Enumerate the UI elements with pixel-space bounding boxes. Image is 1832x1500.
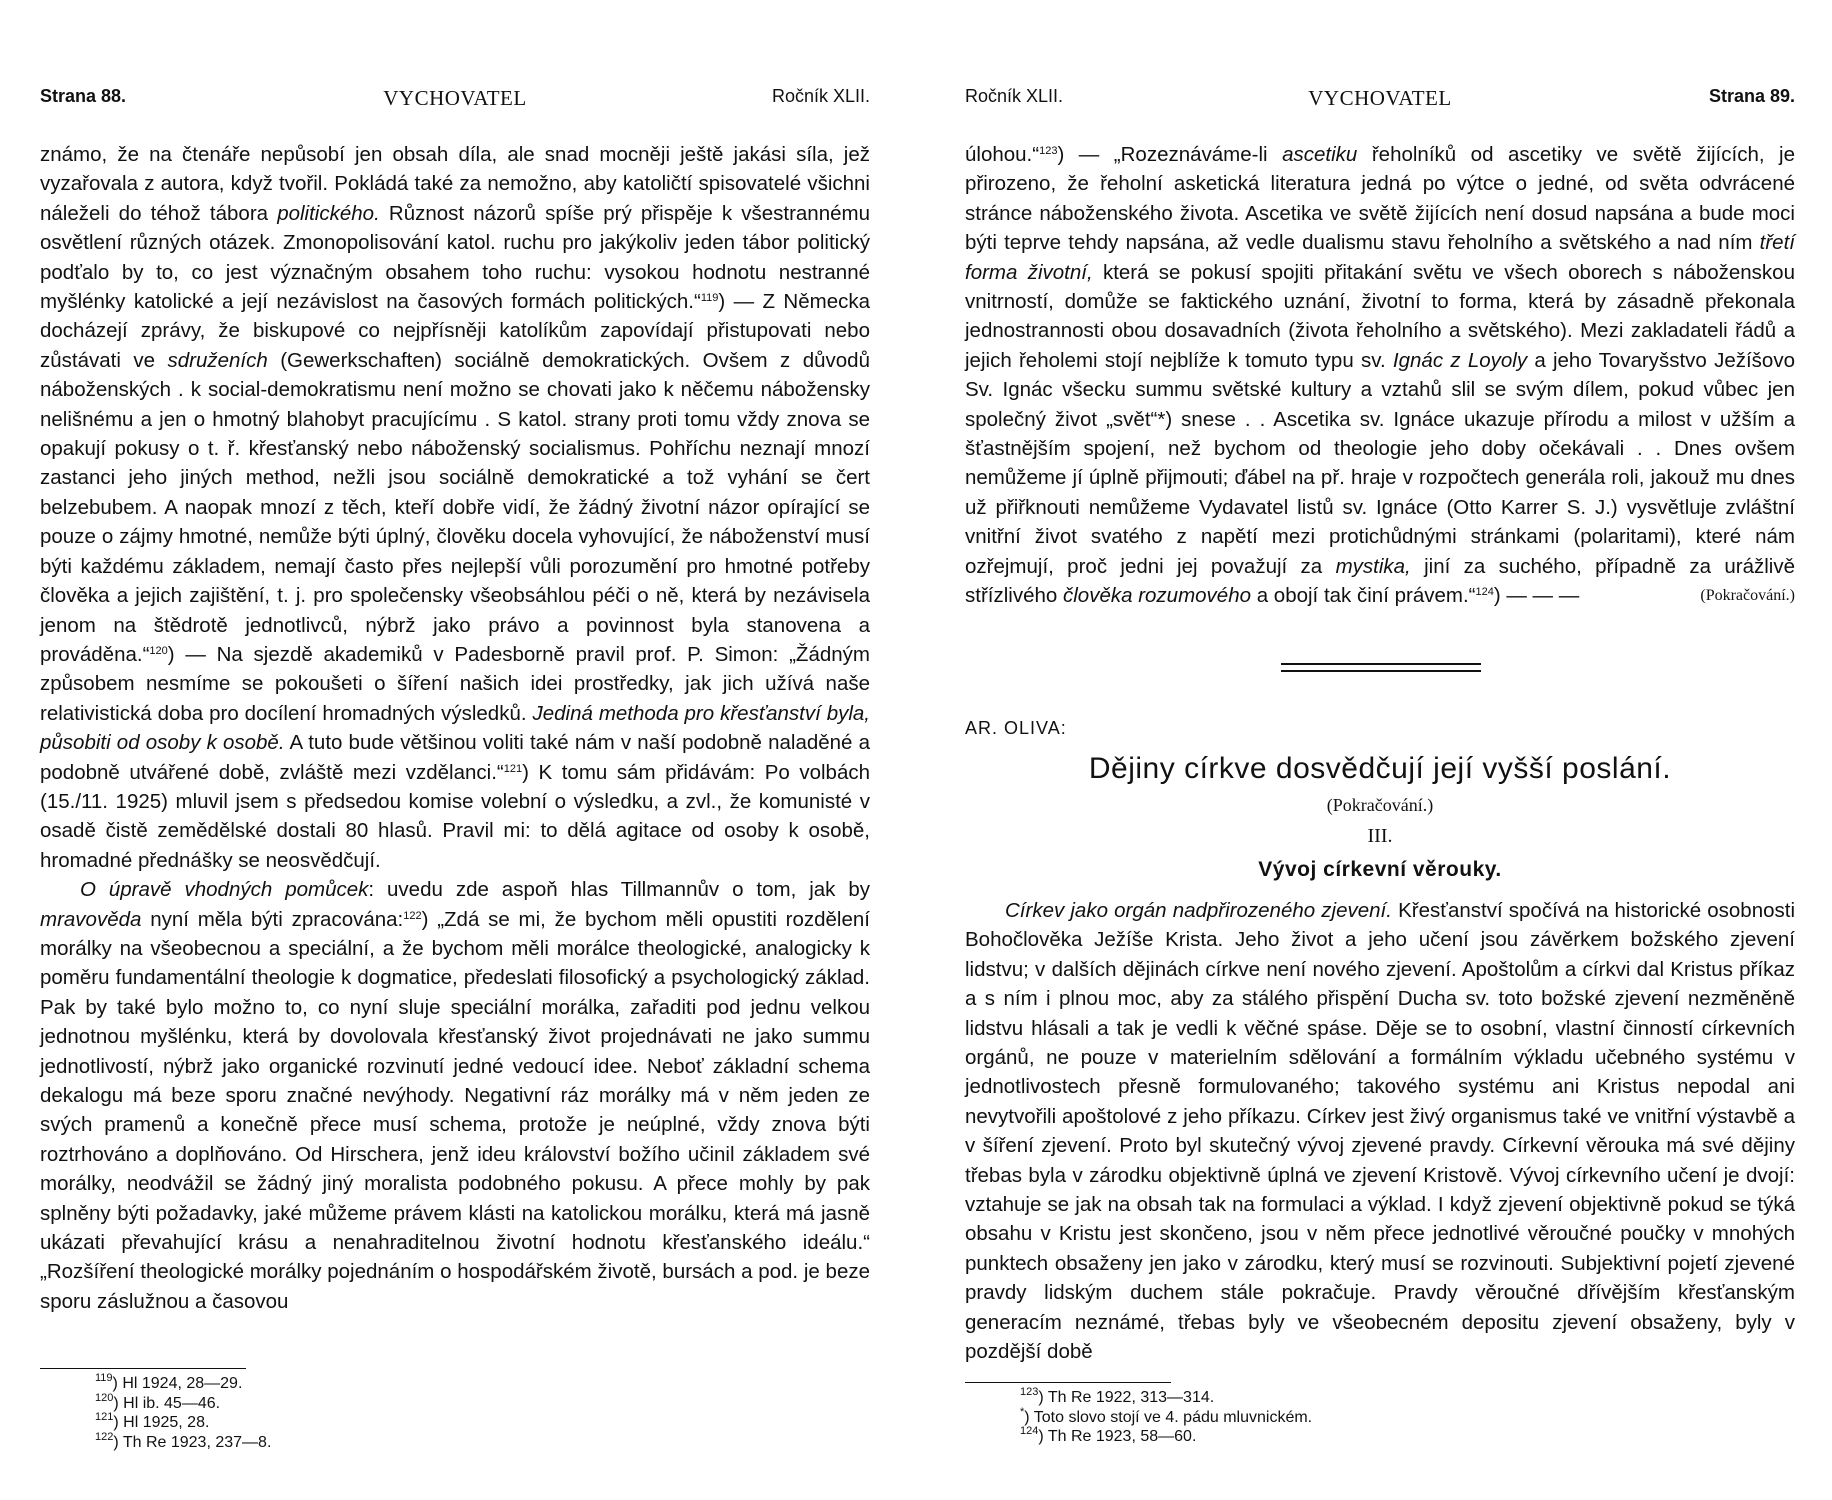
volume-label: Ročník XLII. [965, 86, 1064, 106]
footnote: $^{121}$) Hl 1925, 28. [95, 1411, 210, 1431]
left-page [40, 0, 870, 1500]
section-number: III. [1367, 825, 1393, 847]
footnote: $^{123}$) Th Re 1922, 313—314. [1020, 1386, 1215, 1406]
footnotes [965, 1388, 1795, 1447]
footnote: $^{120}$) Hl ib. 45—46. [95, 1391, 221, 1412]
footnotes [40, 1374, 870, 1452]
right-page [965, 0, 1795, 1500]
section-heading: Vývoj církevní věrouky. [1258, 858, 1502, 881]
left-page-header [40, 86, 870, 112]
footnote: $^{122}$) Th Re 1923, 237—8. [95, 1430, 272, 1451]
article-title: Dějiny církve dosvědčují její vyšší poslání. [1088, 752, 1672, 785]
footnote: $^{124}$) Th Re 1923, 58—60. [1020, 1425, 1197, 1445]
journal-title: VYCHOVATEL [1308, 86, 1452, 110]
page-number: Strana 89. [1708, 86, 1795, 106]
article-author: AR. OLIVA: [965, 718, 1067, 738]
section-divider [1281, 670, 1481, 672]
section-divider [1281, 663, 1481, 665]
right-page-body [965, 140, 1795, 611]
article-body [965, 896, 1795, 1367]
continued-note: (Pokračování.) [1700, 587, 1795, 605]
continued-label: (Pokračování.) [1326, 795, 1434, 815]
paragraph: známo, že na čtenáře nepůsobí jen obsah díla, ale snad mocněji ještě jakási síla, jež vyzařovala z autora, když tvořil. Pokládá také za nemožno, aby katoličtí spisovatelé všichni náleželi do téhož tábora politického. Různost názorů spíše prý přispěje k všestrannému osvětlení různých otázek. Zmonopolisování katol. ruchu pro jakýkoliv jeden tábor politický podťalo by to, co jest význačným obsahem toho ruchu: vysokou hodnotu nestranné myšlénky katolické a její nezávislost na časových formách politických.“$^{119}$) — Z Německa docházejí zprávy, že biskupové co nejpřísněji katolíkům zapovídají přistupovati nebo zůstávati ve sdruženích (Gewerkschaften) sociálně demokratických. Ovšem z důvodů náboženských . k social-demokratismu není možno se chovati jako k něčemu náboženskу nelišnému a jen o hmotný blahobyt pracujícímu . S katol. strany proti tomu vždy znova se opakují pokusy o t. ř. křesťanský nebo náboženský socialismus. Pohříchu neznají mnozí zastanci jeho jiných method, nežli jsou sociálně demokratické a tož vyhání se čert belzebubem. A naopak mnozí z těch, kteří dobře vidí, že žádný životní názor opírající se pouze o zájmy hmotné, nemůže býti úplný, člověku docela vyhovující, že náboženství musí býti každému základem, nemají často přes nejlepší vůli porozumění pro hmotné potřeby člověka a jejich zajištění, t. j. pro společensky všeobsáhlou péči o ně, která by nezávisela jenom na štědrotě jednotlivců, nýbrž jako právo a povinnost byla stanovena a prováděna.“$^{120}$) — Na sjezdě akademiků v Padesborně pravil prof. P. Simon: „Žádným způsobem nesmíme se pokoušeti o šíření našich idei prostředky, jak jich užívá naše relativistická doba pro docílení hromadných výsledků. Jediná methoda pro křesťanství byla, působiti od osoby k osobě. A tuto bude většinou voliti také nám v naší podobně naladěné a podobně utvářené době, zvláště mezi vzdělanci.“$^{121}$) K tomu sám přidávám: Po volbách (15./11. 1925) mluvil jsem s předsedou komise volební o výsledku, a zvl., že komunisté v osadě čistě zemědělské dostali 80 hlasů. Pravil mi: to dělá agitace od osoby k osobě, hromadné přednášky se neosvědčují. [40, 143, 870, 872]
left-page-body [40, 140, 870, 1316]
footnote: *) Toto slovo stojí ve 4. pádu mluvnickém. [1020, 1405, 1313, 1426]
page-number: Strana 88. [40, 86, 127, 106]
footnote-divider [40, 1368, 246, 1369]
paragraph: úlohou.“$^{123}$) — „Rozeznáváme-li ascetiku řeholníků od ascetiky ve světě žijících, je přirozeno, že řeholní asketická literatura jedná po výtce o jedné, od světa odvrácené stránce náboženského života. Ascetika ve světě žijících není dosud napsána a bude moci býti teprve tehdy napsána, až vedle dualismu stavu řeholního a světského a nad ním třetí forma životní, která se pokusí spojiti přitakání světu ve všech oborech s náboženskou vnitrností, domůže se faktického uznání, životní to forma, která by zásadně překonala jednostrannosti obou dosavadních (života řeholního a světského). Mezi zakladateli řádů a jejich řeholemi stojí nejblíže k tomuto typu sv. Ignác z Loyoly a jeho Tovaryšstvo Ježíšovo Sv. Ignác všecku summu světské kultury a vztahů slil se svým dílem, pokud vůbec jen společný život „svět“*) snese . . Ascetika sv. Ignáce ukazuje přírodu a milost v užším a šťastnějším spojení, než bychom od theologie jeho doby očekávali . . Dnes ovšem nemůžeme jí úplně přijmouti; ďábel na př. hraje v rozpočtech generála roli, jakouž mu dnes už přiřknouti nemůžeme Vydavatel listů sv. Ignáce (Otto Karrer S. J.) vysvětluje zvláštní vnitřní život svatého z napětí mezi protichůdnými stránkami (polaritami), které nám ozřejmují, proč jedni jej považují za mystika, jiní za suchého, případně za urážlivě střízlivého člověka rozumového a obojí tak činí právem.“$^{124}$) — — — (Pokračování.) [965, 140, 1795, 611]
footnote-divider [965, 1382, 1171, 1383]
paragraph: Církev jako orgán nadpřirozeného zjevení. Křesťanství spočívá na historické osobnosti Bohočlověka Ježíše Krista. Jeho život a jeho učení jsou závěrkem božského zjevení lidstvu; v dalších dějinách církve není nového zjevení. Apoštolům a církvi dal Kristus příkaz a s ním i plnou moc, aby za stálého přispění Ducha sv. toto božské zjevení nezměněně lidstvu hlásali a tak je vedli k věčné spáse. Děje se to osobní, vlastní činností církevních orgánů, ne pouze v materielním sdělování a formálním výkladu učebného systému v jednotlivostech přesně formulovaného; takového systému ani Kristus nepodal ani nevytvořili apoštolové z jeho příkazu. Církev jest živý organismus také ve vnitřní výstavbě a v šíření zjevení. Proto byl skutečný vývoj zjevené pravdy. Církevní věrouka má své dějiny třebas byla v zárodku objektivně úplná ve zjevení Kristově. Vývoj církevního učení je dvojí: vztahuje se jak na obsah tak na formulaci a výklad. I když zjevení objektivně pokud se týká obsahu v Kristu jest skončeno, jsou v něm přece jednotlivé věroučné poučky v mnohých punktech obsaženy jen jako v zárodku, který musí se rozvinouti. Subjektivní pojetí zjevené pravdy lidským duchem stále pokračuje. Pravdy věroučné dřívějším křesťanským generacím neznámé, třebas byly ve všeobecném depositu zjevení obsaženy, byly v pozdější době [965, 899, 1795, 1364]
paragraph: O úpravě vhodných pomůcek: uvedu zde aspoň hlas Tillmannův o tom, jak by mravověda nyní měla býti zpracována:$^{122}$) „Zdá se mi, že bychom měli opustiti rozdělení morálky na všeobecnou a speciální, a že bychom měli morálce theologické, analogicky k poměru fundamentální theologie k dogmatice, předeslati filosofický a psychologický základ. Pak by také bylo možno to, co nyní sluje speciální morálka, zařaditi pod jednu velkou jednotnou myšlénku, která by dovolovala křesťanský život projednávati ne jako summu jednotlivostí, nýbrž jako organické rozvinutí jedné vedoucí idee. Neboť základní schema dekalogu má beze sporu značné nevýhody. Negativní ráz morálky má v něm jeden ze svých pramenů a konečně přece musí schema, protože je neúplné, vždy znova býti roztrhováno a doplňováno. Od Hirschera, jenž ideu království božího učinil základem své morálky, neodvážil se žádný jiný moralista podobného pokusu. A přece mohly by pak splněny býti požadavky, jaké můžeme právem klásti na katolickou morálku, která má jasně ukázati převahující krásu a nenahraditelnou životní hodnotu křesťanského ideálu.“ „Rozšíření theologické morálky pojednáním o hospodářském životě, bursách a pod. je beze sporu záslužnou a časovou [40, 878, 871, 1313]
footnote: $^{119}$) Hl 1924, 28—29. [95, 1372, 243, 1392]
volume-label: Ročník XLII. [771, 86, 870, 106]
right-page-header [965, 86, 1795, 112]
journal-title: VYCHOVATEL [383, 86, 527, 110]
